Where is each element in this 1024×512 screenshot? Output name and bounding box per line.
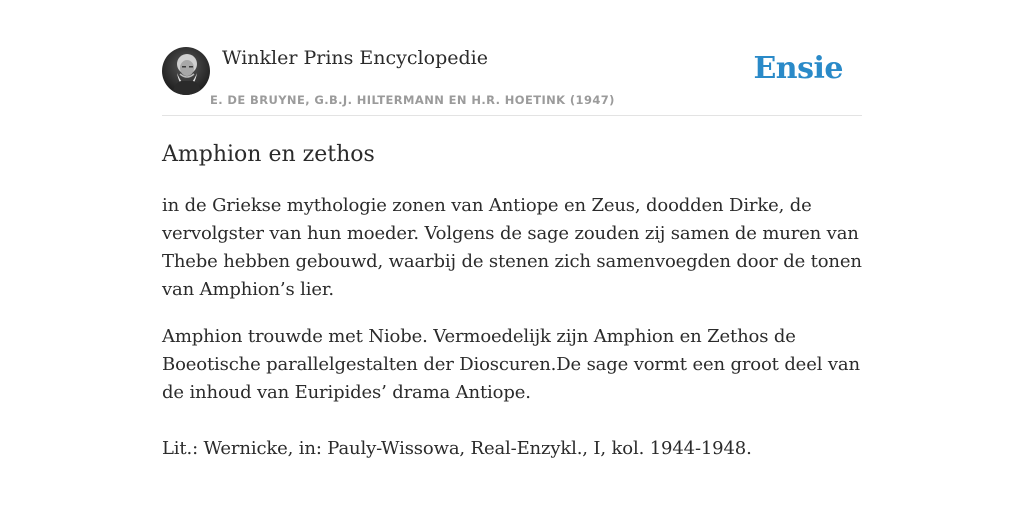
site-title[interactable]: Winkler Prins Encyclopedie <box>222 47 488 69</box>
ensie-logo[interactable]: Ensie <box>753 51 843 86</box>
bearded-man-portrait-icon <box>162 47 210 95</box>
site-header <box>162 0 862 116</box>
page-container <box>162 0 862 459</box>
site-authors: E. DE BRUYNE, G.B.J. HILTERMANN EN H.R. HOETINK (1947) <box>210 93 615 107</box>
literature-reference: Lit.: Wernicke, in: Pauly-Wissowa, Real-Enzykl., I, kol. 1944-1948. <box>162 438 752 459</box>
article-title: Amphion en zethos <box>162 142 375 167</box>
article-paragraph: in de Griekse mythologie zonen van Antiope en Zeus, doodden Dirke, de vervolgster van hun moeder. Volgens de sage zouden zij samen de muren van Thebe hebben gebouwd, waarbij de stenen zich samenvoegden door de tonen van Amphion’s lier. <box>162 195 862 300</box>
article-body <box>162 192 867 482</box>
avatar[interactable] <box>162 47 210 95</box>
article-paragraph: Amphion trouwde met Niobe. Vermoedelijk zijn Amphion en Zethos de Boeotische parallelgestalten der Dioscuren.De sage vormt een groot deel van de inhoud van Euripides’ drama Antiope. <box>162 326 860 403</box>
